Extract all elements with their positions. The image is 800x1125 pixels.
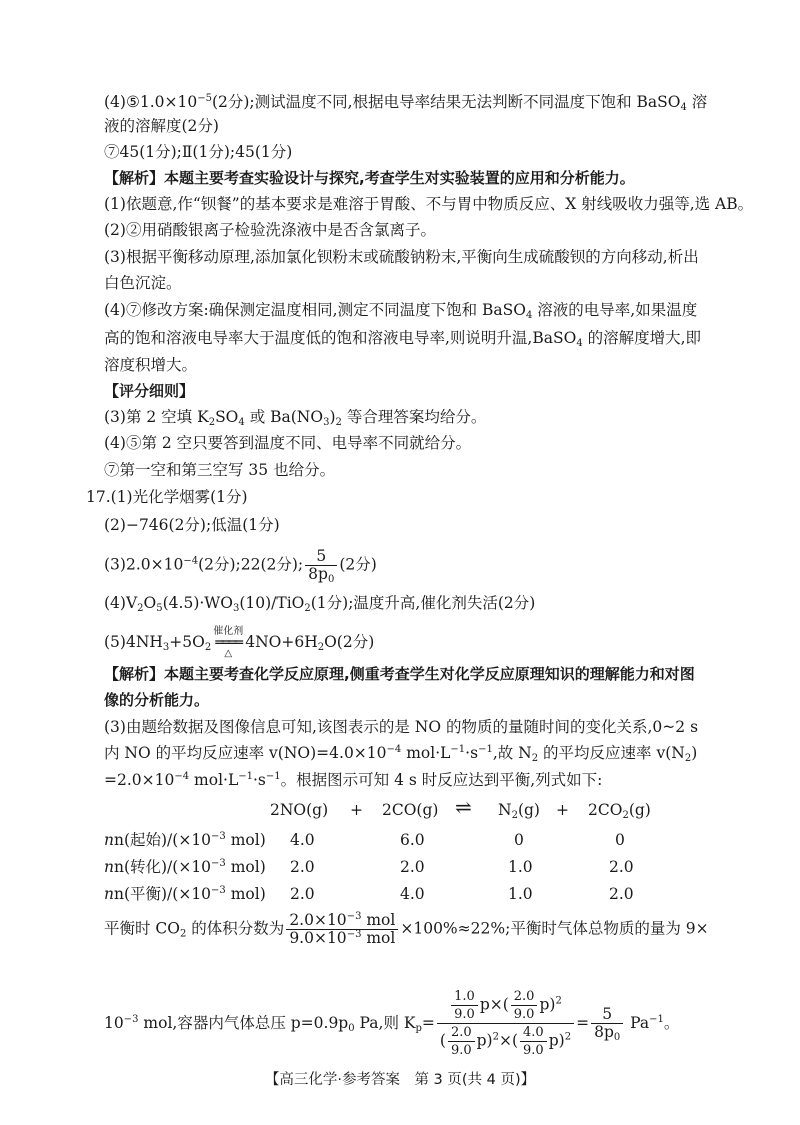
analysis-heading-17: 【解析】本题主要考查化学反应原理,侧重考查学生对化学反应原理知识的理解能力和对图 — [104, 665, 695, 683]
row-label-initial: nn(起始)$/(\times 10^{-3}$ mol) — [104, 831, 266, 849]
table-cell: 2.0 — [290, 885, 315, 903]
equilibrium-arrow: ⇌ — [455, 795, 472, 819]
question-17-line-4: $(4)V_2O_5(4.5)\cdot WO_3(10)/TiO_2(1$分);温度升高,催化剂失活(2分) — [104, 594, 536, 614]
product-n2: $N_2(g)$ — [498, 801, 540, 821]
text-line-6: (2)②用硝酸银离子检验洗涤液中是否含氯离子。 — [104, 221, 436, 239]
text-line-10: 高的饱和溶液电导率大于温度低的饱和溶液电导率,则说明升温,BaSO$_4$ 的溶解度增大,即 — [104, 329, 702, 349]
table-cell: 4.0 — [290, 831, 315, 849]
text-line-25: $=2.0\times 10^{-4}$ $mol\cdot L^{-1}\cdot s^{-1}$。根据图示可知 4 s 时反应达到平衡,列式如下: — [104, 771, 603, 789]
table-cell: 0 — [514, 831, 524, 849]
calc-line-1: 平衡时 $CO_2$ 的体积分数为 $\frac{2.0\times 10^{-3} mol}{9.0\times 10^{-3} mol}$ ×100%≈22%;平衡时气体总物质的量为 9× — [104, 911, 709, 947]
question-17-line-3: $(3)2.0\times 10^{-4}(2$分);22(2分); $\frac{5}{8p_0}$ (2分) — [104, 547, 377, 585]
row-label-change: nn(转化)$/(\times 10^{-3}$ mol) — [104, 858, 266, 876]
grading-rules-heading: 【评分细则】 — [104, 382, 195, 400]
text-line-1: $(4)⑤1.0\times 10^{-5}(2$分);测试温度不同,根据电导率结果无法判断不同温度下饱和 BaSO$_4$ 溶 — [104, 93, 708, 113]
text-line-5: (1)依题意,作“钡餐”的基本要求是难溶于胃酸、不与胃中物质反应、X 射线吸收力强等,选 AB。 — [104, 195, 754, 213]
text-line-11: 溶度积增大。 — [104, 356, 198, 374]
table-cell: 4.0 — [400, 885, 425, 903]
table-cell: 2.0 — [609, 885, 634, 903]
reactant-co: 2CO(g) — [382, 801, 439, 819]
reactant-no: 2NO(g) — [270, 801, 329, 819]
text-line-23: (3)由题给数据及图像信息可知,该图表示的是 NO 的物质的量随时间的变化关系,0~2 s — [104, 718, 699, 736]
text-line-3: ⑦45(1分);Ⅱ(1分);45(1分) — [104, 143, 293, 161]
question-17-line-2: (2)−746(2分);低温(1分) — [104, 516, 280, 534]
table-cell: 2.0 — [400, 858, 425, 876]
text-line-24: 内 NO 的平均反应速率 $v(NO)=4.0\times 10^{-4}$ $mol\cdot L^{-1}\cdot s^{-1}$,故 $N_2$ 的平均反应速率 $v(N_2)$ — [104, 744, 698, 764]
product-co2: $2CO_2(g)$ — [588, 801, 651, 821]
text-line-15: ⑦第一空和第三空写 35 也给分。 — [104, 461, 336, 479]
text-line-8: 白色沉淀。 — [104, 274, 182, 292]
analysis-heading-16: 【解析】本题主要考查实验设计与探究,考查学生对实验装置的应用和分析能力。 — [104, 169, 635, 187]
table-cell: 1.0 — [508, 885, 533, 903]
table-cell: 2.0 — [609, 858, 634, 876]
analysis-heading-17-cont: 像的分析能力。 — [104, 691, 210, 709]
question-17-line-5: $(5)4NH_3+5O_2$催化剂 ════ $\triangle 4NO+6H_2O(2$分) — [104, 626, 375, 659]
text-line-2: 液的溶解度(2分) — [104, 117, 219, 135]
text-line-13: (3)第 2 空填 $K_2SO_4$ 或 $Ba(NO_3)_2$ 等合理答案均给分。 — [104, 408, 487, 428]
plus-sign: + — [350, 801, 363, 819]
table-cell: 1.0 — [508, 858, 533, 876]
question-17-line-1: 17.(1)光化学烟雾(1分) — [86, 488, 248, 506]
table-cell: 6.0 — [400, 831, 425, 849]
text-line-14: (4)⑤第 2 空只要答到温度不同、电导率不同就给分。 — [104, 434, 472, 452]
calc-line-2: $10^{-3}$ mol,容器内气体总压 $p=0.9p_0$ Pa,则 $K_p=$ $\frac{1.0}{9.0}$ p×( $\frac{2.0}{9.0}$ p)$^2$ ( $\frac{2.0}{9.0}$ p)$^2$×( $\frac{4.0}{9.0}$ p)$^2$ = $\frac{5}{8p_0}$ $Pa^{-1}$。 — [104, 989, 680, 1058]
page-footer: 【高三化学·参考答案 第 3 页(共 4 页)】 — [264, 1072, 536, 1088]
text-line-7: (3)根据平衡移动原理,添加氯化钡粉末或硫酸钠粉末,平衡向生成硫酸钡的方向移动,析出 — [104, 248, 699, 266]
table-cell: 0 — [615, 831, 625, 849]
row-label-equilibrium: nn(平衡)$/(\times 10^{-3}$ mol) — [104, 885, 266, 903]
table-cell: 2.0 — [290, 858, 315, 876]
plus-sign: + — [556, 801, 569, 819]
text-line-9: (4)⑦修改方案:确保测定温度相同,测定不同温度下饱和 BaSO$_4$ 溶液的电导率,如果温度 — [104, 301, 698, 321]
